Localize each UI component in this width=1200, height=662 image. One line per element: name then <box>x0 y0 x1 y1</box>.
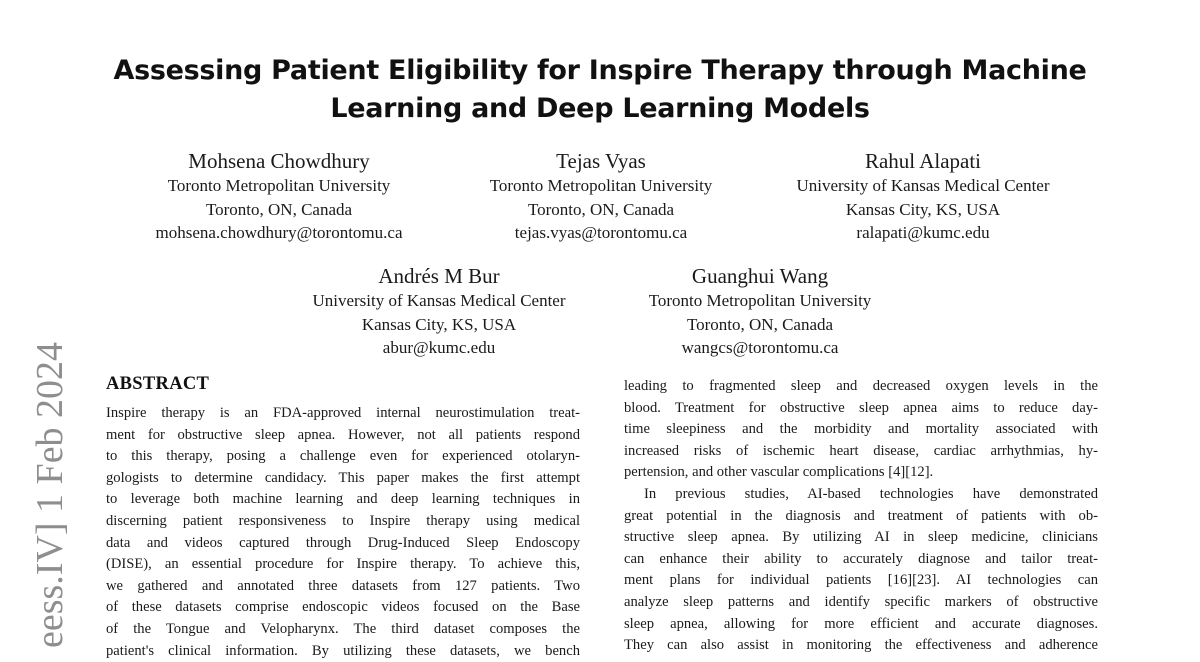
abstract-line: data and videos captured through Drug-Induced Sleep Endoscopy <box>106 534 580 551</box>
author-email: wangcs@torontomu.ca <box>681 338 839 357</box>
author-name: Tejas Vyas <box>556 149 646 173</box>
author-name: Andrés M Bur <box>378 264 500 288</box>
author-email: tejas.vyas@torontomu.ca <box>514 223 688 242</box>
abstract-line: ment for obstructive sleep apnea. However, not all patients respond <box>106 426 580 443</box>
paper-title <box>60 52 1140 128</box>
author-email: mohsena.chowdhury@torontomu.ca <box>155 223 403 242</box>
author-block-bur <box>259 263 619 360</box>
body-line: leading to fragmented sleep and decreased oxygen levels in the <box>624 378 1098 394</box>
author-email: abur@kumc.edu <box>382 338 496 357</box>
author-affiliation: Toronto Metropolitan University <box>167 176 391 195</box>
abstract-line: gologists to determine candidacy. This paper makes the first attempt <box>106 469 580 486</box>
author-block-wang <box>580 263 940 360</box>
body-line: analyze sleep patterns and identify specific markers of obstructive <box>624 593 1098 610</box>
body-line: In previous studies, AI-based technologies have demonstrated <box>644 485 1098 502</box>
author-location: Toronto, ON, Canada <box>205 199 353 219</box>
body-line: structive sleep apnea. By utilizing AI in sleep medicine, clinicians <box>624 529 1098 546</box>
author-affiliation: Toronto Metropolitan University <box>489 176 713 195</box>
abstract-line: of the Tongue and Velopharynx. The third dataset composes the <box>106 620 580 637</box>
author-location: Toronto, ON, Canada <box>686 314 834 334</box>
author-affiliation: University of Kansas Medical Center <box>312 291 566 310</box>
author-name: Mohsena Chowdhury <box>188 149 370 173</box>
body-line: sleep apnea, allowing for more efficient and accurate diagnoses. <box>624 615 1098 632</box>
author-block-vyas <box>421 148 781 245</box>
abstract-line: to this therapy, posing a challenge even for experienced otolaryn- <box>106 448 580 465</box>
paper-title-line-2: Learning and Deep Learning Models <box>330 93 870 124</box>
author-affiliation: University of Kansas Medical Center <box>796 176 1050 195</box>
abstract-body <box>106 403 580 662</box>
body-line: blood. Treatment for obstructive sleep apnea aims to reduce day- <box>624 399 1098 416</box>
body-line: great potential in the diagnosis and treatment of patients with ob- <box>624 507 1098 524</box>
author-location: Kansas City, KS, USA <box>361 314 517 334</box>
author-block-chowdhury <box>99 148 459 245</box>
author-block-alapati <box>743 148 1103 245</box>
author-name: Rahul Alapati <box>864 149 982 173</box>
body-line: increased risks of ischemic heart disease, cardiac arrhythmias, hy- <box>624 442 1098 459</box>
abstract-line: to leverage both machine learning and deep learning techniques in <box>106 491 580 508</box>
paper-title-line-1: Assessing Patient Eligibility for Inspire Therapy through Machine <box>113 55 1087 86</box>
arxiv-stamp: eess.IV] 1 Feb 2024 <box>29 341 71 648</box>
body-line: can enhance their ability to accurately diagnose and tailor treat- <box>624 550 1098 567</box>
body-line: pertension, and other vascular complications [4][12]. <box>624 464 934 481</box>
body-line: They can also assist in monitoring the effectiveness and adherence <box>624 637 1098 654</box>
abstract-heading: ABSTRACT <box>106 374 210 394</box>
abstract-line: of these datasets comprise endoscopic videos focused on the Base <box>106 599 580 616</box>
author-name: Guanghui Wang <box>691 264 829 288</box>
abstract-line: we gathered and annotated three datasets from 127 patients. Two <box>106 577 580 594</box>
abstract-line: patient's clinical information. By utilizing these datasets, we bench <box>106 642 580 659</box>
intro-body <box>624 376 1098 657</box>
abstract-line: (DISE), an essential procedure for Inspire therapy. To achieve this, <box>106 556 580 573</box>
author-affiliation: Toronto Metropolitan University <box>648 291 872 310</box>
author-location: Kansas City, KS, USA <box>845 199 1001 219</box>
abstract-line: discerning patient responsiveness to Inspire therapy using medical <box>106 512 580 529</box>
author-email: ralapati@kumc.edu <box>856 223 990 242</box>
author-location: Toronto, ON, Canada <box>527 199 675 219</box>
body-line: time sleepiness and the morbidity and mortality associated with <box>624 421 1098 438</box>
abstract-line: Inspire therapy is an FDA-approved internal neurostimulation treat- <box>106 405 580 421</box>
body-line: ment plans for individual patients [16][23]. AI technologies can <box>624 572 1098 589</box>
